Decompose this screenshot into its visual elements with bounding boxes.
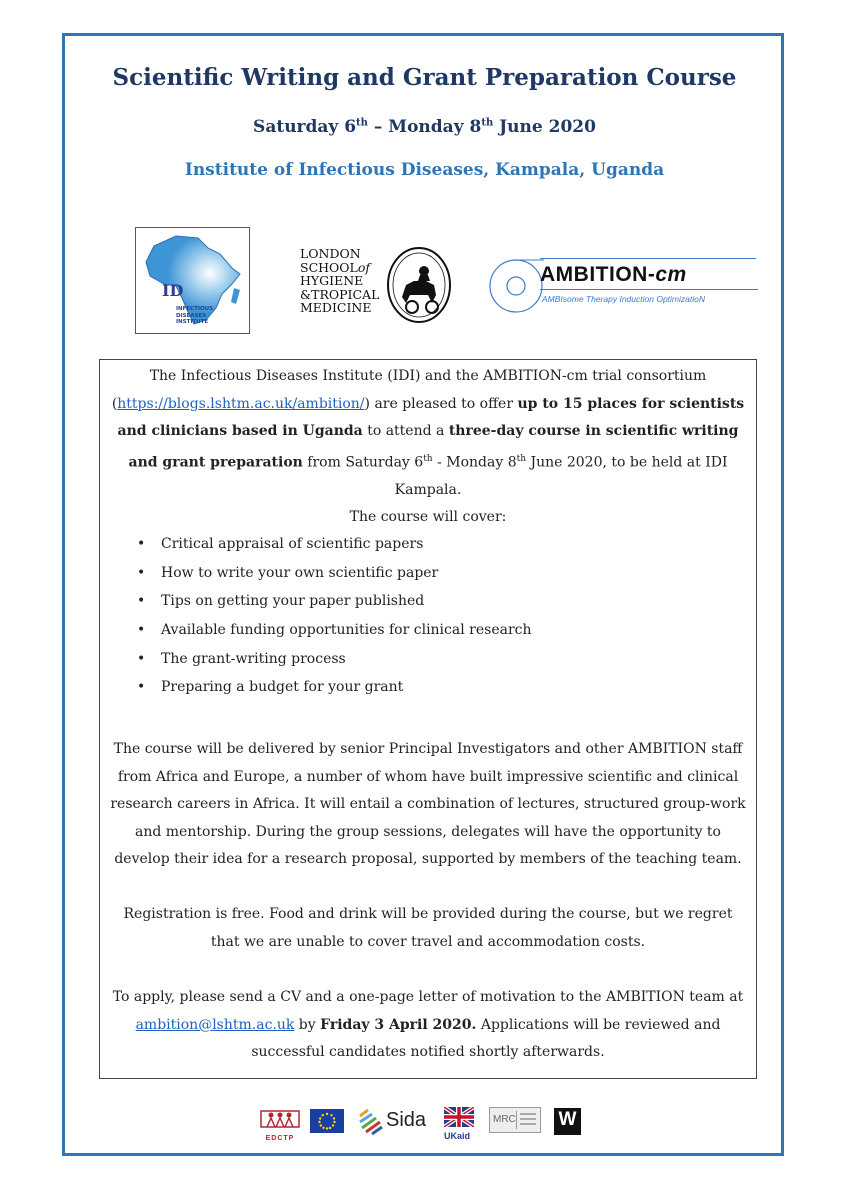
list-item: • Tips on getting your paper published [135, 587, 532, 616]
ambition-circle-icon [488, 258, 544, 313]
edctp-logo: EDCTP [259, 1107, 301, 1143]
lshtm-text-3: HYGIENE [300, 273, 364, 288]
ambition-website-link[interactable]: https://blogs.lshtm.ac.uk/ambition/ [117, 395, 365, 412]
list-item: • How to write your own scientific paper [135, 559, 532, 588]
lshtm-crest-icon [384, 245, 454, 325]
course-venue: Institute of Infectious Diseases, Kampala, Uganda [184, 160, 665, 180]
email-link[interactable]: ambition@lshtm.ac.uk [135, 1016, 295, 1033]
registration-paragraph: Registration is free. Food and drink will be provided during the course, but we regret that we are unable to cover travel and accommodation costs. [123, 906, 733, 950]
page-title: Scientific Writing and Grant Preparation Course [112, 64, 737, 91]
list-item: • Preparing a budget for your grant [135, 673, 532, 702]
idi-logo [135, 227, 250, 334]
list-item: • Critical appraisal of scientific papers [135, 530, 532, 559]
idi-logo-text-1: INFECTIOUS [176, 306, 214, 312]
delivery-paragraph: The course will be delivered by senior Principal Investigators and other AMBITION staff from Africa and Europe, a number of whom have built impressive scientific and clinical research careers in Africa. It will entail a combination of lectures, structured group-work and mentorship. During the group sessions, delegates will have the opportunity to develop their idea for a research proposal, supported by members of the teaching team. [110, 741, 746, 867]
wellcome-logo: W [554, 1108, 581, 1135]
intro-paragraph: The Infectious Diseases Institute (IDI) and the AMBITION-cm trial consortium (https://blogs.lshtm.ac.uk/ambition/) are pleased to offer up to 15 places for scientists and clinicians based in Uganda to attend a three-day course in scientific writing and grant preparation from Saturday 6th - Monday 8th June 2020, to be held at IDI Kampala. The course will cover: [111, 368, 745, 526]
lshtm-text-1: LONDON [300, 246, 361, 261]
ukaid-logo: UKaid [444, 1107, 474, 1141]
eu-flag-logo [310, 1109, 344, 1133]
idi-logo-text-2: DISEASES [176, 312, 207, 319]
list-item: • Available funding opportunities for clinical research [135, 616, 532, 645]
sida-logo: Sida [356, 1106, 432, 1136]
mrc-logo: MRC [489, 1107, 541, 1133]
apply-paragraph: To apply, please send a CV and a one-page letter of motivation to the AMBITION team at ambition@lshtm.ac.uk by Friday 3 April 2020. Applications will be reviewed and successful candidates notified shortly afterwards. [112, 989, 744, 1060]
topics-list [135, 530, 532, 702]
edctp-figures-icon [259, 1107, 301, 1131]
course-dates: Saturday 6th – Monday 8th June 2020 [253, 117, 596, 137]
svg-text:ID: ID [162, 281, 184, 300]
idi-logo-text-3: INSTITUTE [176, 319, 209, 325]
ambition-cm-logo [488, 258, 758, 313]
eu-stars-icon [310, 1109, 344, 1133]
union-jack-icon [444, 1107, 474, 1127]
ambition-tagline: AMBIsome Therapy Induction OptimizatioN [542, 294, 705, 304]
lshtm-logo [300, 245, 455, 325]
ambition-name: AMBITION-cm [540, 263, 687, 286]
list-item: • The grant-writing process [135, 645, 532, 674]
sida-mark-icon [356, 1108, 386, 1136]
lshtm-text-2: SCHOOLof [300, 259, 370, 275]
lshtm-text-4: &TROPICAL [300, 286, 380, 302]
lshtm-text-5: MEDICINE [300, 300, 372, 315]
